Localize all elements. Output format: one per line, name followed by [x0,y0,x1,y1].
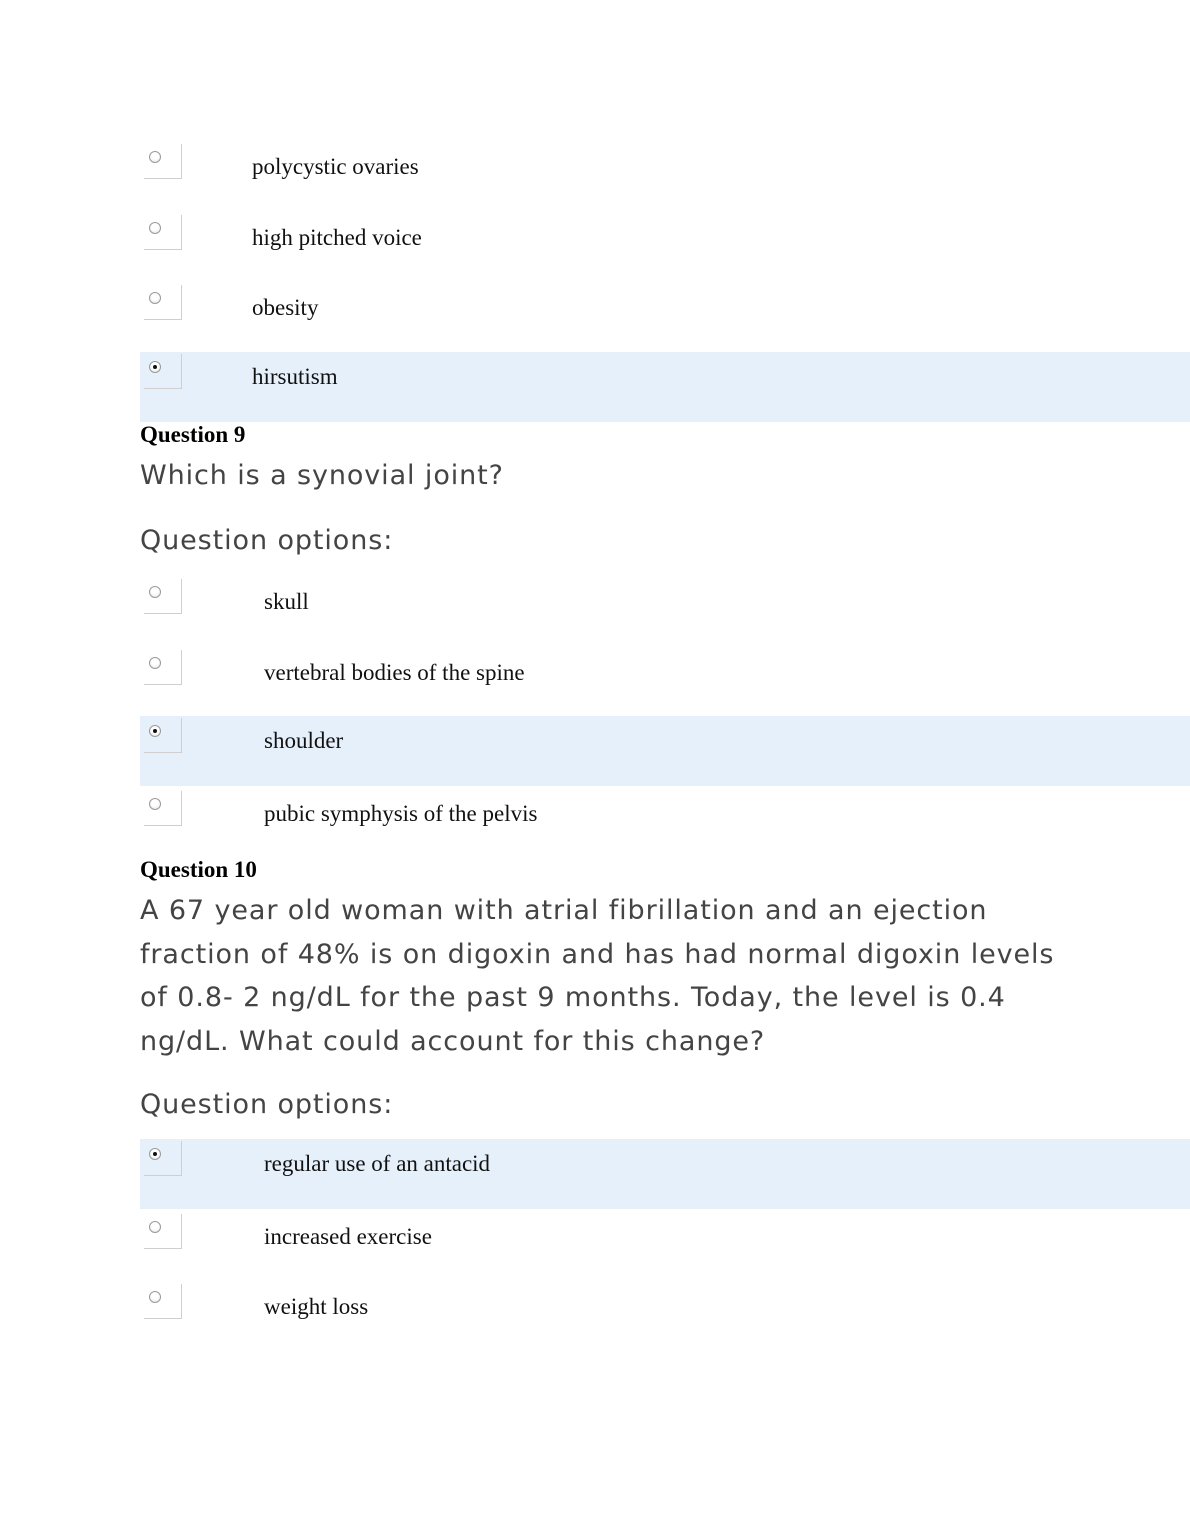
radio-button[interactable] [149,1221,161,1233]
radio-box [144,579,182,614]
option-label: skull [264,589,309,614]
question-options-label: Question options: [140,525,394,556]
radio-box [144,791,182,826]
question-heading: Question 10 [140,857,257,882]
option-label: hirsutism [252,364,338,389]
option-label: weight loss [264,1294,369,1319]
radio-box [144,144,182,179]
q9-option-row[interactable] [140,577,1190,647]
radio-button-checked[interactable] [149,1148,161,1160]
q10-option-row-selected[interactable] [140,1139,1190,1209]
radio-button[interactable] [149,1291,161,1303]
option-label: obesity [252,295,319,320]
q8-option-row[interactable] [140,142,1190,212]
option-label: vertebral bodies of the spine [264,660,525,685]
q8-option-row[interactable] [140,283,1190,353]
radio-box [144,354,182,389]
option-label: increased exercise [264,1224,432,1249]
q9-option-row-selected[interactable] [140,716,1190,786]
q10-option-row[interactable] [140,1212,1190,1282]
q8-option-row-selected[interactable] [140,352,1190,422]
option-label: pubic symphysis of the pelvis [264,801,538,826]
radio-button-checked[interactable] [149,361,161,373]
radio-button[interactable] [149,151,161,163]
radio-button[interactable] [149,657,161,669]
question-options-label: Question options: [140,1089,394,1120]
radio-box [144,1141,182,1176]
radio-box [144,718,182,753]
radio-box [144,285,182,320]
question-text: A 67 year old woman with atrial fibrillation and an ejection fraction of 48% is on digoxin and has had normal digoxin levels of 0.8- 2 ng/dL for the past 9 months. Today, the level is 0.4 ng/dL. What could account for this change? [140,895,1055,1057]
option-label: high pitched voice [252,225,422,250]
q8-option-row[interactable] [140,213,1190,283]
radio-button[interactable] [149,586,161,598]
radio-box [144,215,182,250]
radio-button-checked[interactable] [149,725,161,737]
question-heading: Question 9 [140,422,246,447]
radio-box [144,650,182,685]
question-text: Which is a synovial joint? [140,460,504,491]
option-label: polycystic ovaries [252,154,419,179]
radio-box [144,1284,182,1319]
q9-option-row[interactable] [140,789,1190,859]
radio-button[interactable] [149,798,161,810]
radio-box [144,1214,182,1249]
q10-option-row[interactable] [140,1282,1190,1352]
option-label: regular use of an antacid [264,1151,491,1176]
q9-option-row[interactable] [140,648,1190,718]
option-label: shoulder [264,728,344,753]
radio-button[interactable] [149,222,161,234]
radio-button[interactable] [149,292,161,304]
